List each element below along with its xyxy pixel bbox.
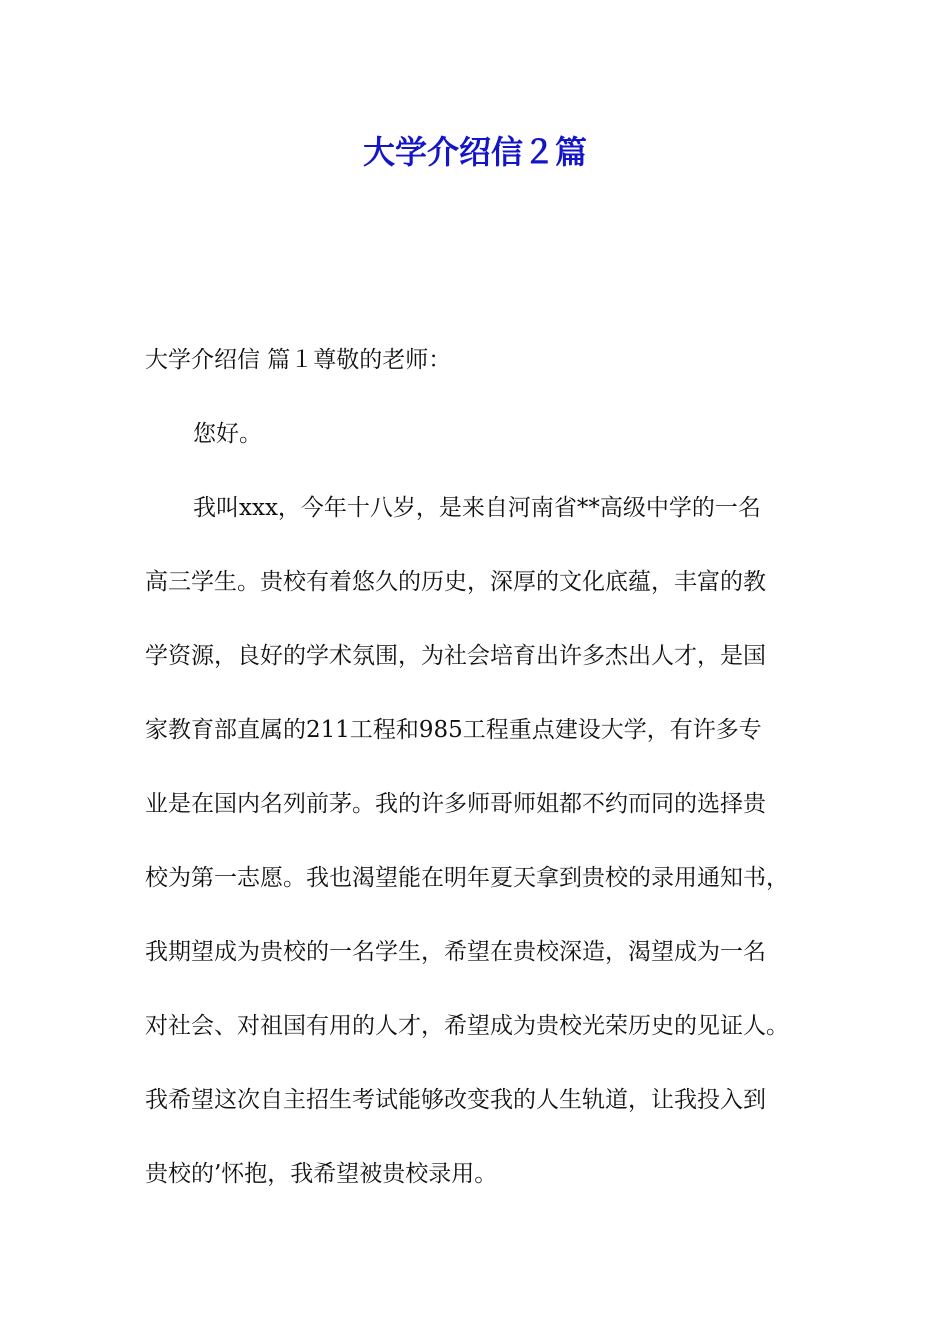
- paragraph-line: 对社会、对祖国有用的人才，希望成为贵校光荣历史的见证人。: [145, 1013, 789, 1039]
- paragraph-line: 业是在国内名列前茅。我的许多师哥师姐都不约而同的选择贵: [145, 791, 766, 817]
- paragraph-line: 我期望成为贵校的一名学生，希望在贵校深造，渴望成为一名: [145, 939, 766, 965]
- greeting-line: 大学介绍信 篇１尊敬的老师：: [145, 347, 452, 373]
- document-title: 大学介绍信２篇: [362, 133, 587, 171]
- salutation-line: 您好。: [193, 421, 262, 447]
- paragraph-line: 我希望这次自主招生考试能够改变我的人生轨道，让我投入到: [145, 1087, 766, 1113]
- paragraph-line: 家教育部直属的211工程和985工程重点建设大学，有许多专: [145, 717, 762, 743]
- paragraph-line: 高三学生。贵校有着悠久的历史，深厚的文化底蕴，丰富的教: [145, 569, 766, 595]
- paragraph-line: 校为第一志愿。我也渴望能在明年夏天拿到贵校的录用通知书，: [145, 865, 789, 891]
- paragraph-line: 我叫xxx，今年十八岁，是来自河南省**高级中学的一名: [193, 495, 761, 521]
- paragraph-line: 贵校的’怀抱，我希望被贵校录用。: [145, 1161, 498, 1187]
- paragraph-line: 学资源，良好的学术氛围，为社会培育出许多杰出人才，是国: [145, 643, 766, 669]
